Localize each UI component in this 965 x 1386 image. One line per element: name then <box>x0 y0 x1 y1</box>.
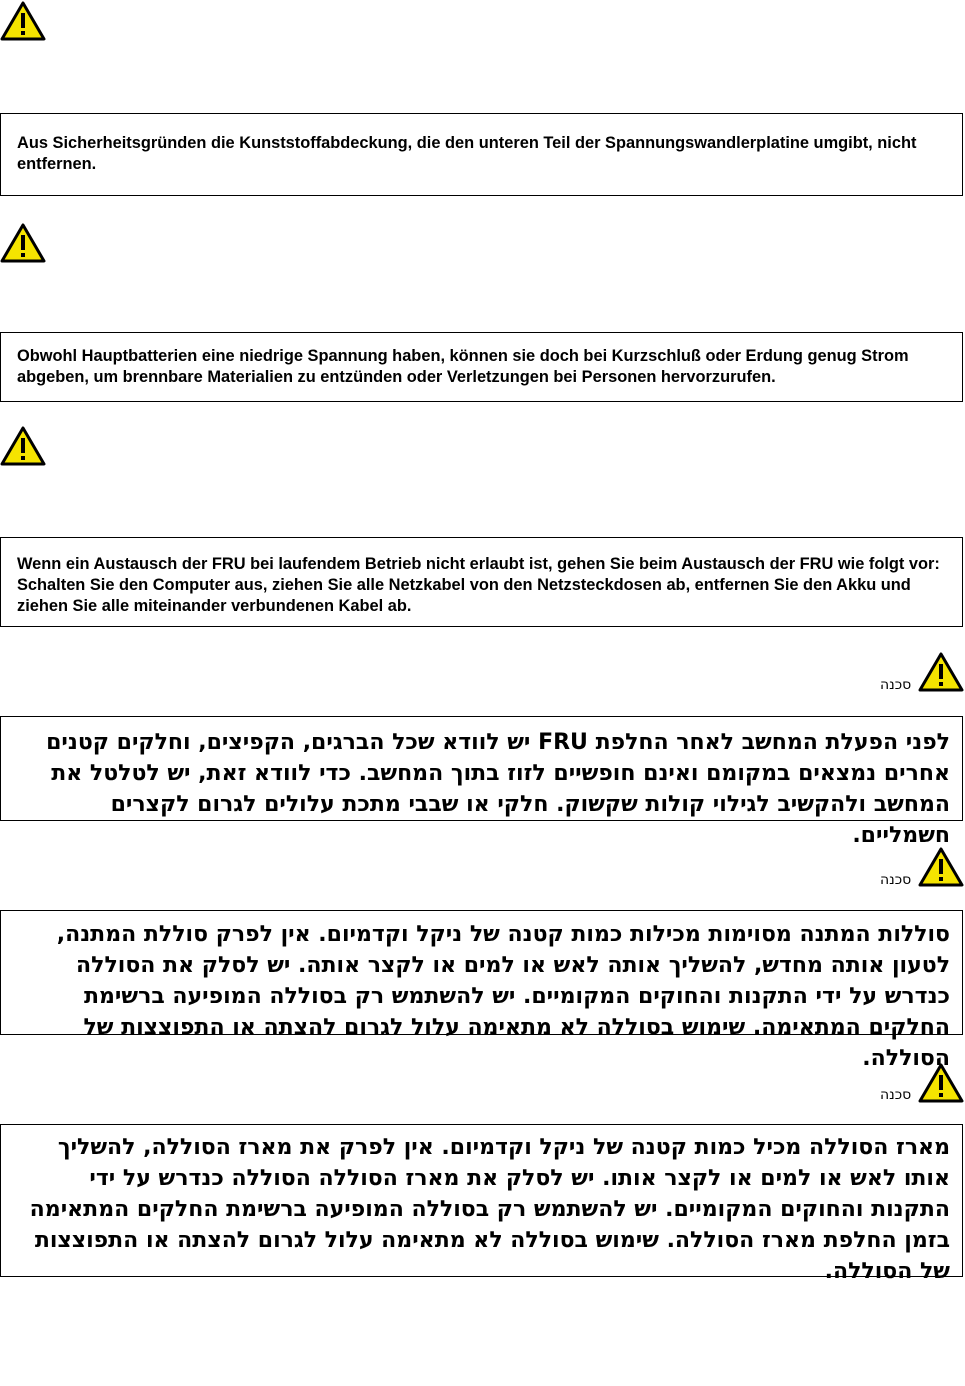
notice-text: מארז הסוללה מכיל כמות קטנה של ניקל וקדמיום. אין לפרק את מארז הסוללה, להשליך אותו לאש או למים או לקצר אותו. יש לסלק את מארז הסוללה הסוללה כנדרש על ידי התקנות והחוקים המקומיים. יש להשתמש רק בסוללה המופיעה ברשימת החלקים המתאימה בזמן החלפת מארז הסוללה. שימוש בסוללה לא מתאימה עלול לגרום להצתה או התפוצצות של הסוללה. <box>29 1135 950 1284</box>
notice-text: Aus Sicherheitsgründen die Kunststoffabdeckung, die den unteren Teil der Spannungswandlerplatine umgibt, nicht entfernen. <box>17 134 917 173</box>
notice-box <box>0 537 963 627</box>
warning-triangle-icon <box>918 651 964 693</box>
notice-box <box>0 716 963 848</box>
notice-text: Wenn ein Austausch der FRU bei laufendem Betrieb nicht erlaubt ist, gehen Sie beim Austausch der FRU wie folgt vor: Schalten Sie den Computer aus, ziehen Sie alle Netzkabel von den Netzsteckdosen ab, entfernen Sie den Akku und ziehen Sie alle miteinander verbundenen Kabel ab. <box>17 555 940 615</box>
notice-text: לפני הפעלת המחשב לאחר החלפת FRU יש לוודא שכל הברגים, הקפיצים, וחלקים קטנים אחרים נמצאים במקומם ואינם חופשיים לזוז בתוך המחשב. כדי לוודא זאת, יש לטלטל את המחשב ולהקשיב לגילוי קולות שקשוק. חלקי או שבבי מתכת עלולים לגרום לקצרים חשמליים. <box>46 730 950 848</box>
warning-triangle-icon <box>0 0 46 42</box>
warning-triangle-icon <box>0 425 46 467</box>
notice-box <box>0 113 963 196</box>
warning-triangle-icon <box>918 846 964 888</box>
danger-label: סכנה <box>880 872 912 888</box>
notice-text: Obwohl Hauptbatterien eine niedrige Spannung haben, können sie doch bei Kurzschluß oder Erdung genug Strom abgeben, um brennbare Materialien zu entzünden oder Verletzungen bei Personen hervorzurufen. <box>17 347 909 386</box>
notice-text: סוללות המתנה מסוימות מכילות כמות קטנה של ניקל וקדמיום. אין לפרק סוללת המתנה, לטעון אותה מחדש, להשליך אותה לאש או למים או לקצר אותה. יש לסלק את הסוללה כנדרש על ידי התקנות והחוקים המקומיים. יש להשתמש רק בסוללה המופיעה ברשימת החלקים המתאימה. שימוש בסוללה לא מתאימה עלול לגרום להצתה או התפוצצות של הסוללה. <box>56 922 950 1071</box>
danger-label: סכנה <box>880 1087 912 1103</box>
notice-box <box>0 910 963 1071</box>
notice-box <box>0 332 963 402</box>
danger-label: סכנה <box>880 677 912 693</box>
notice-box <box>0 1124 963 1284</box>
warning-triangle-icon <box>0 222 46 264</box>
warning-triangle-icon <box>918 1062 964 1104</box>
